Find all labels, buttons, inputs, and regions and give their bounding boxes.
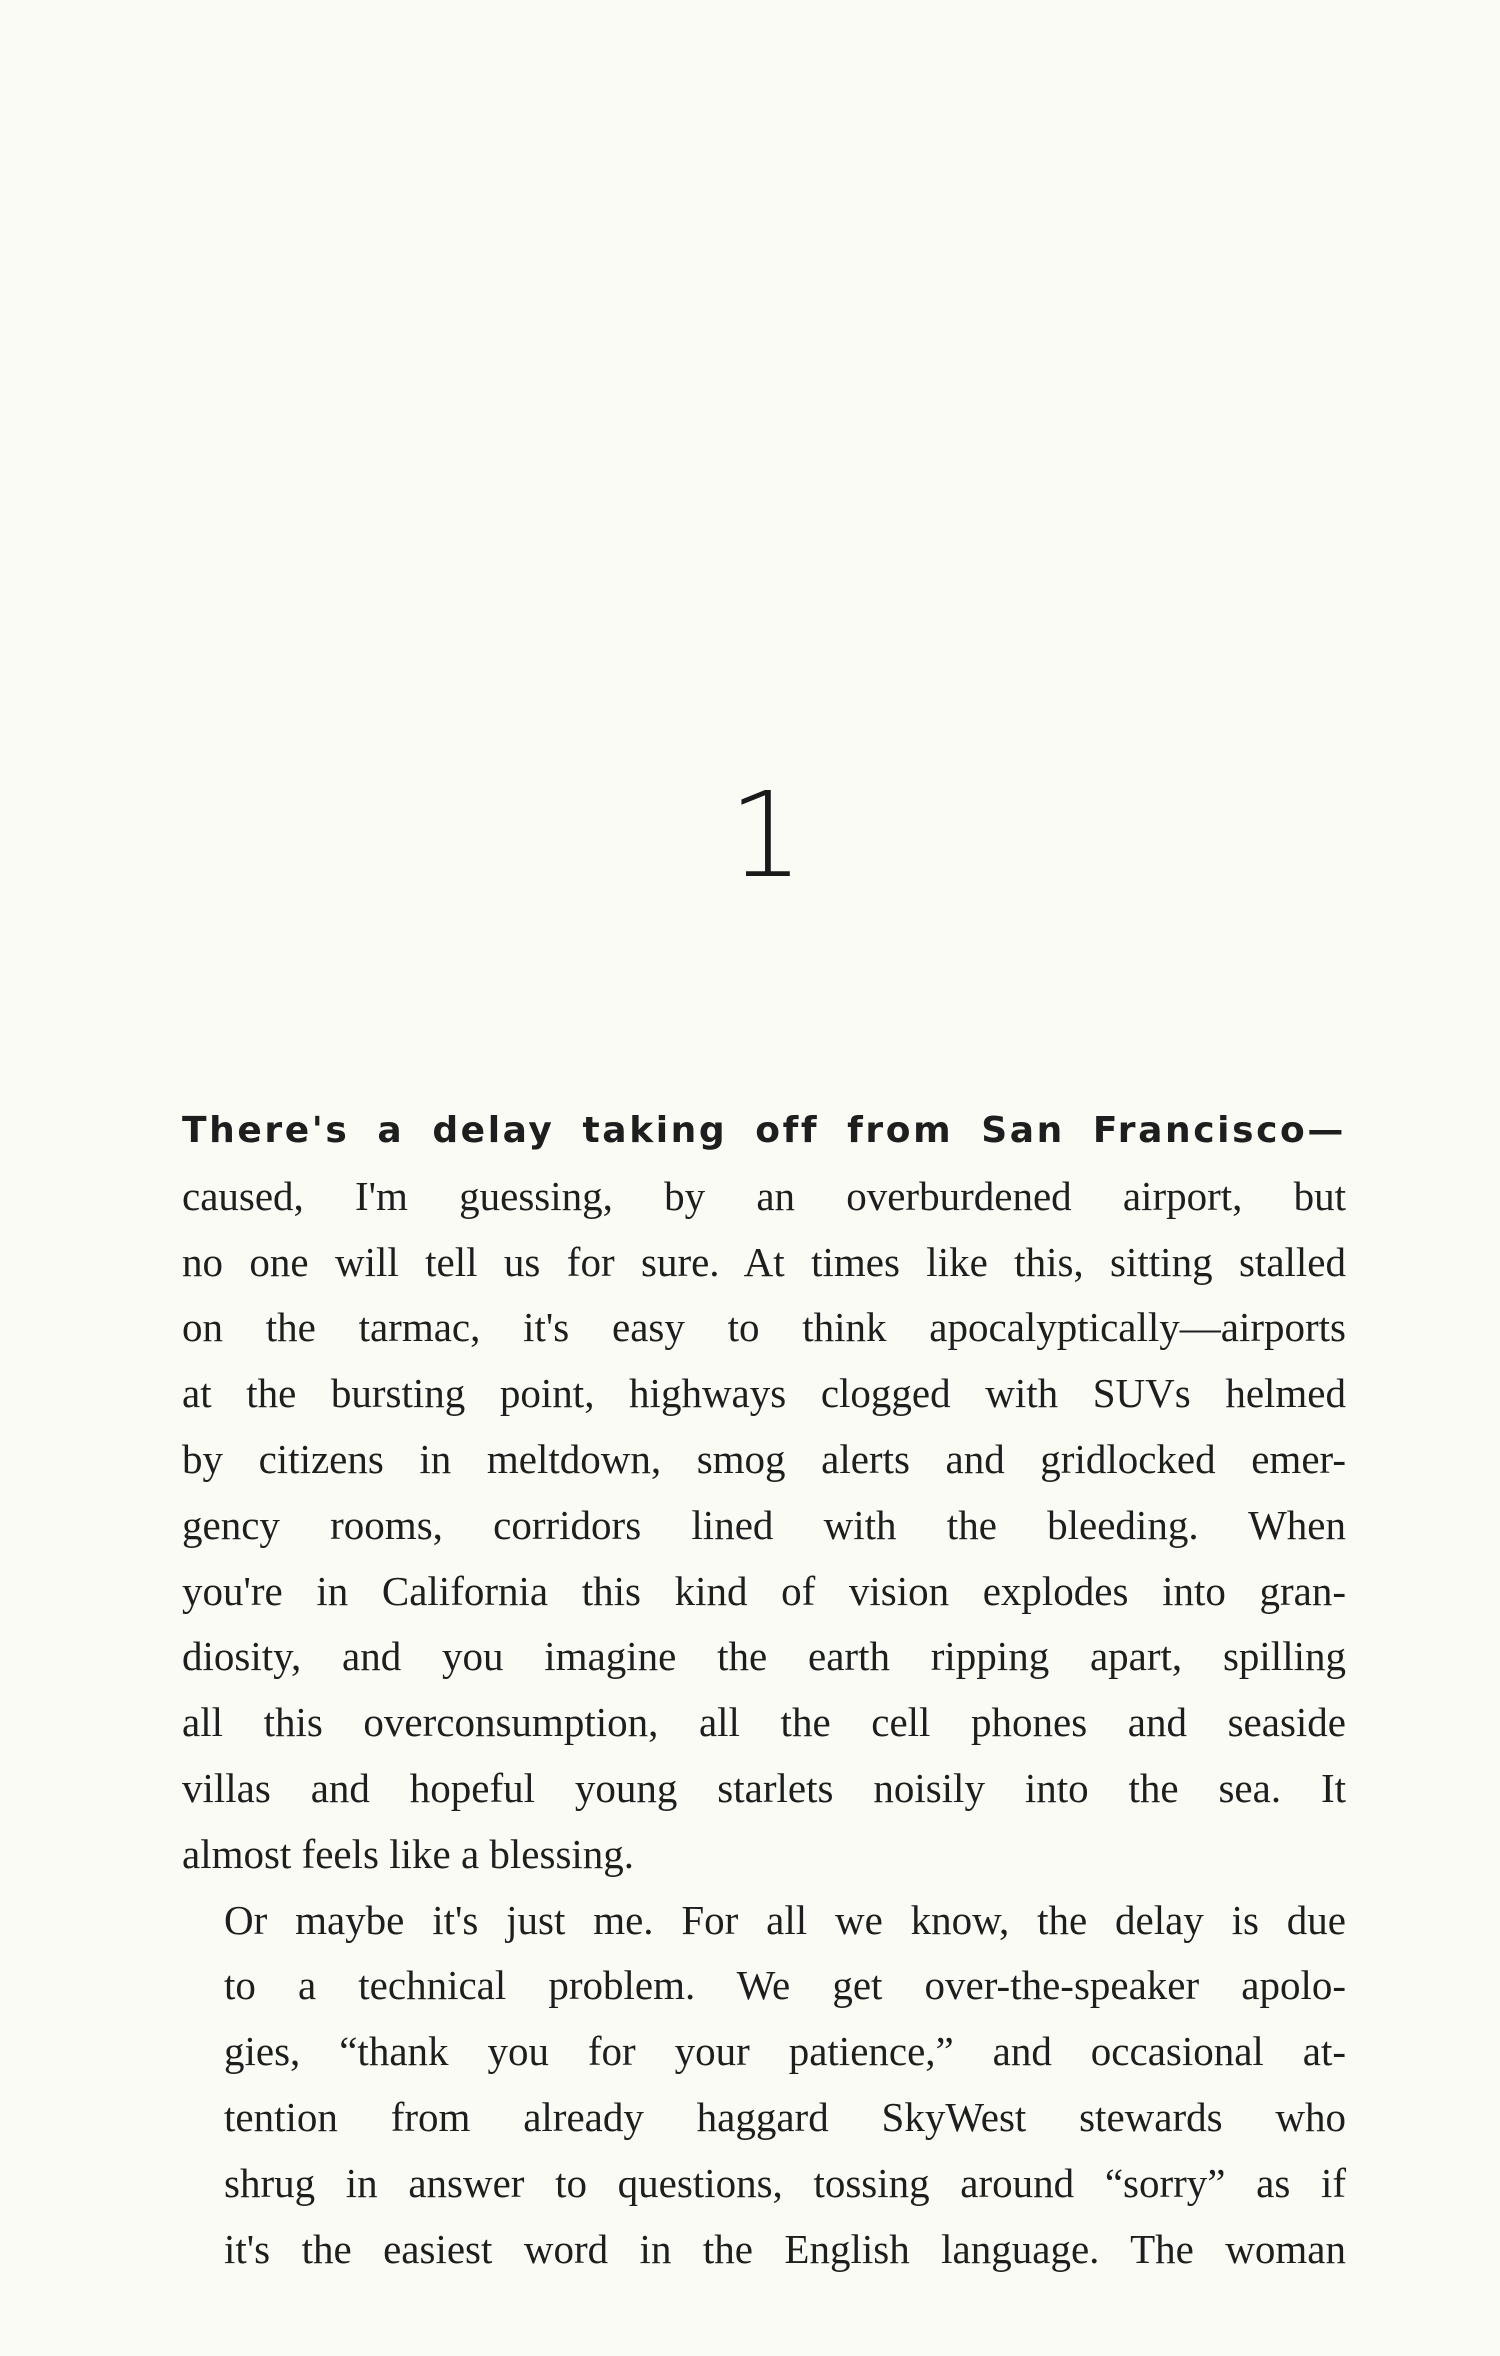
text-line: gies, “thank you for your patience,” and occasional at- (224, 2028, 1346, 2075)
text-line: villas and hopeful young starlets noisily into the sea. It (182, 1764, 1346, 1811)
text-line: diosity, and you imagine the earth ripping apart, spilling (182, 1633, 1346, 1680)
text-line: you're in California this kind of vision explodes into gran- (182, 1567, 1346, 1614)
text-line: gency rooms, corridors lined with the bleeding. When (182, 1501, 1346, 1548)
text-line: caused, I'm guessing, by an overburdened airport, but (182, 1172, 1346, 1219)
text-line: Or maybe it's just me. For all we know, the delay is due (224, 1896, 1346, 1943)
text-line: by citizens in meltdown, smog alerts and gridlocked emer- (182, 1435, 1346, 1482)
lead-in-line: There's a delay taking off from San Francisco— (182, 1110, 1346, 1151)
text-line: tention from already haggard SkyWest stewards who (224, 2093, 1346, 2140)
text-line: it's the easiest word in the English language. The woman (224, 2225, 1346, 2272)
paragraph-1 (182, 1098, 1346, 1888)
text-line: almost feels like a blessing. (182, 1830, 635, 1877)
text-line: at the bursting point, highways clogged with SUVs helmed (182, 1370, 1346, 1417)
text-line: no one will tell us for sure. At times like this, sitting stalled (182, 1238, 1346, 1285)
text-line: all this overconsumption, all the cell phones and seaside (182, 1699, 1346, 1746)
paragraph-2 (182, 1888, 1346, 2283)
chapter-body (182, 1098, 1346, 2282)
text-line: shrug in answer to questions, tossing around “sorry” as if (224, 2159, 1346, 2206)
text-line: to a technical problem. We get over-the-speaker apolo- (224, 1962, 1346, 2009)
text-line: on the tarmac, it's easy to think apocalyptically—airports (182, 1304, 1346, 1351)
chapter-number: 1 (728, 766, 804, 904)
